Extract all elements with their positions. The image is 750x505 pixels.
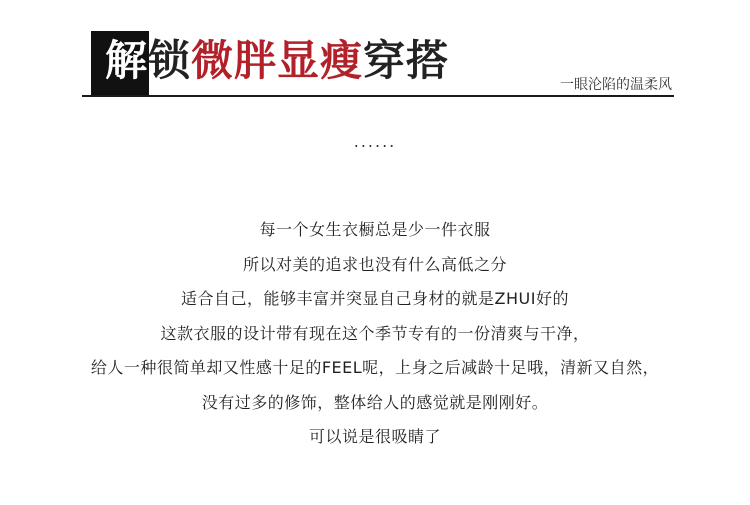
body-line: 给人一种很简单却又性感十足的FEEL呢，上身之后减龄十足哦，清新又自然，: [90, 358, 660, 377]
body-paragraph: [0, 213, 750, 455]
body-line: 每一个女生衣橱总是少一件衣服: [259, 220, 491, 239]
title-part-2: 锁: [148, 36, 192, 85]
page-title: [105, 36, 450, 85]
body-line: 这款衣服的设计带有现在这个季节专有的一份清爽与干净，: [160, 323, 590, 343]
ellipsis-separator: ......: [353, 132, 397, 151]
title-part-4: 穿搭: [363, 36, 450, 85]
body-line: 适合自己，能够丰富并突显自己身材的就是ZHUI好的: [181, 289, 569, 308]
body-line: 所以对美的追求也没有什么高低之分: [242, 254, 507, 274]
header: [0, 0, 750, 110]
title-part-1: 解: [105, 36, 149, 85]
body-line: 没有过多的修饰，整体给人的感觉就是刚刚好。: [201, 392, 549, 412]
title-part-3: 微胖显瘦: [191, 36, 364, 85]
body-line: 可以说是很吸睛了: [308, 427, 441, 446]
header-divider: [82, 95, 674, 97]
subtitle: 一眼沦陷的温柔风: [560, 77, 672, 93]
